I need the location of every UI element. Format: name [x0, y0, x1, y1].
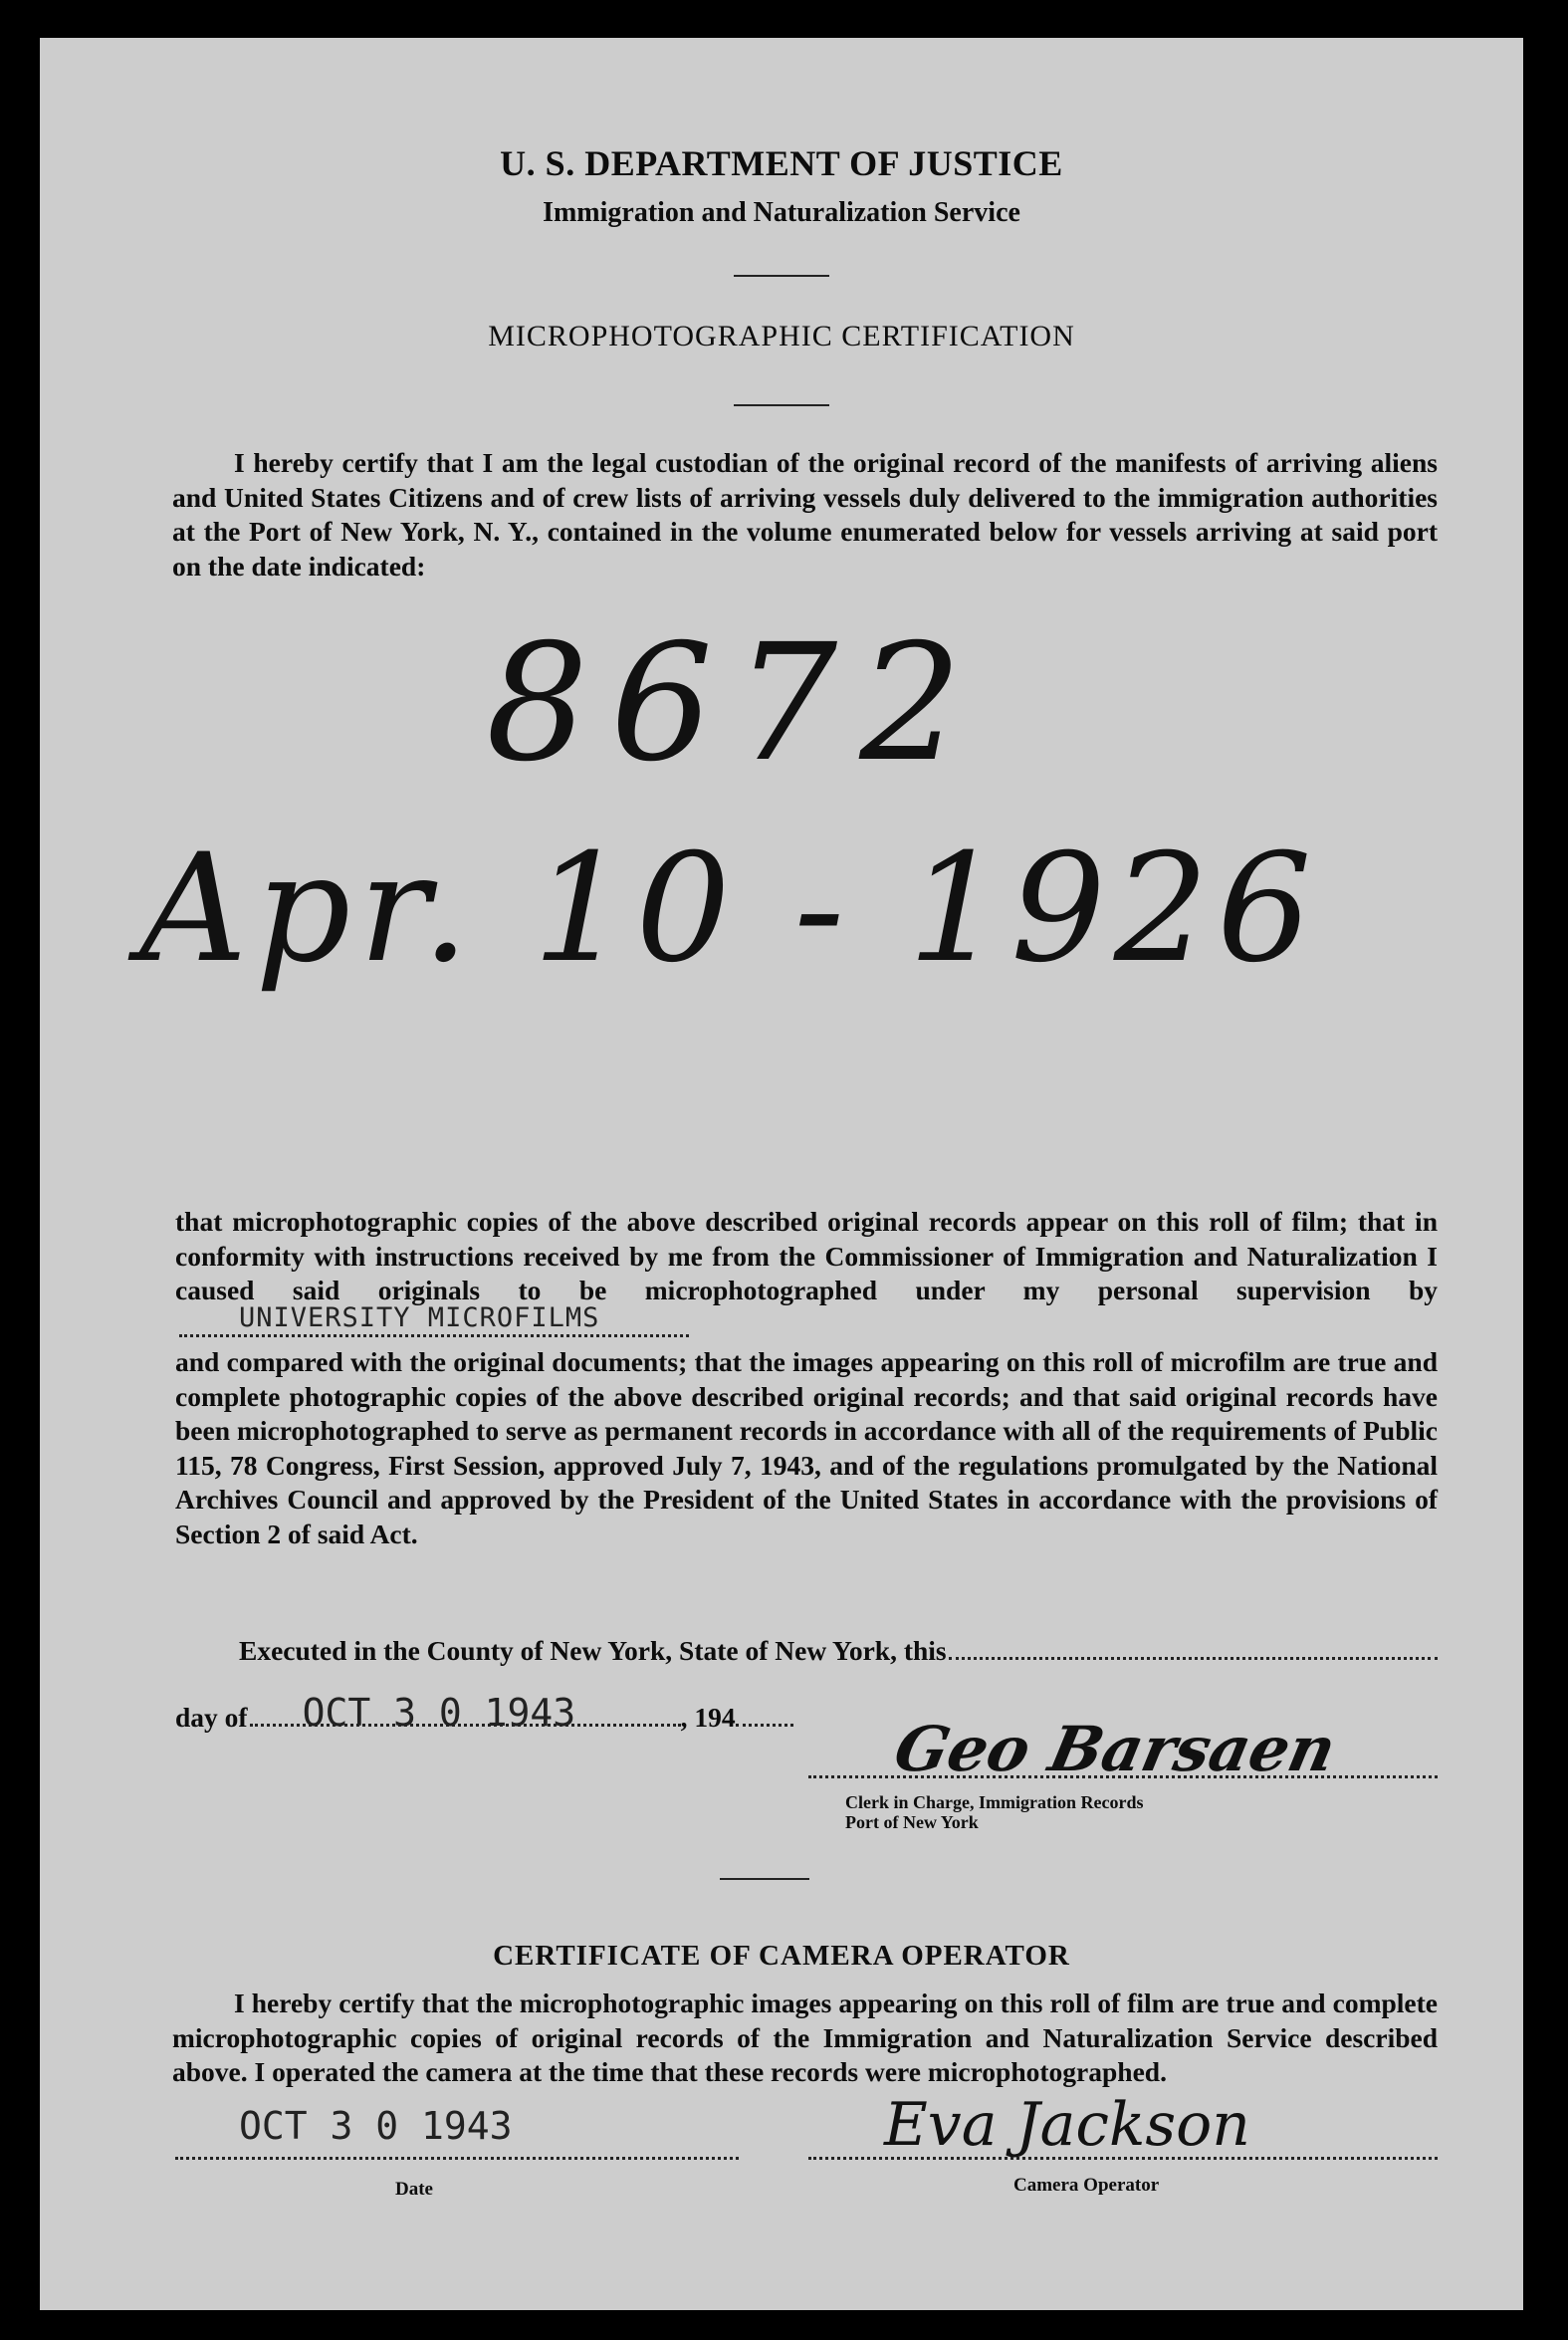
divider: [734, 404, 829, 406]
department-title: U. S. DEPARTMENT OF JUSTICE: [500, 143, 1063, 183]
body-text-b: and compared with the original documents; that the images appearing on this roll of microfilm are true and complete photographic copies of the above described original records; and that said original records have been microphotographed to serve as permanent records in accordance with all of the requirements of Public 115, 78 Congress, First Session, approved July 7, 1943, and of the regulations promulgated by the National Archives Council and approved by the President of the United States in accordance with the provisions of Section 2 of said Act.: [175, 1346, 1438, 1549]
supervisor-field: [179, 1302, 689, 1337]
day-of-field: [250, 1690, 681, 1735]
certification-intro: [172, 446, 1438, 584]
operator-signature: Eva Jackson: [884, 2090, 1250, 2160]
camera-certificate-text: [172, 1987, 1438, 2090]
supervisor-stamp: UNIVERSITY MICROFILMS: [239, 1302, 600, 1333]
certification-heading: MICROPHOTOGRAPHIC CERTIFICATION: [488, 320, 1075, 352]
clerk-signature: Geo Barsaen: [888, 1713, 1343, 1785]
executed-text: Executed in the County of New York, State of New York, this: [239, 1635, 947, 1666]
clerk-caption-line1: Clerk in Charge, Immigration Records: [845, 1792, 1144, 1812]
date-line: [175, 2157, 739, 2160]
clerk-caption: [845, 1792, 1143, 1832]
execution-date-stamp: OCT 3 0 1943: [302, 1690, 576, 1735]
executed-line: [239, 1634, 1438, 1669]
body-text-a: that microphotographic copies of the above described original records appear on this roll of film; that in conformity with instructions received by me from the Commissioner of Immigration and Naturalization I caused said originals to be microphotographed under my personal supervision by UNIVERSITY MICROFILMS: [175, 1205, 1438, 1345]
date-caption: Date: [395, 2179, 433, 2200]
clerk-signature-line: [808, 1775, 1438, 1778]
camera-text: I hereby certify that the microphotographic images appearing on this roll of film are true and complete microphotographic copies of original records of the Immigration and Naturalization Service described above. I operated the camera at the time that these records were microphotographed.: [172, 1988, 1438, 2087]
divider: [734, 275, 829, 277]
year-suffix: , 194: [680, 1702, 736, 1733]
certificate-page: [40, 38, 1523, 2310]
divider: [720, 1878, 809, 1880]
handwritten-volume-number: 8672: [486, 610, 985, 798]
camera-certificate-heading: CERTIFICATE OF CAMERA OPERATOR: [493, 1940, 1070, 1972]
service-subtitle: Immigration and Naturalization Service: [543, 197, 1020, 228]
day-of-label: day of: [175, 1702, 248, 1733]
clerk-caption-line2: Port of New York: [845, 1812, 979, 1832]
operator-signature-line: [808, 2157, 1438, 2160]
operator-caption: Camera Operator: [1013, 2175, 1160, 2196]
day-of-line: [175, 1690, 872, 1736]
year-blank: [736, 1702, 793, 1727]
intro-text: I hereby certify that I am the legal custodian of the original record of the manifests of arriving aliens and United States Citizens and of crew lists of arriving vessels duly delivered to the immigration authorities at the Port of New York, N. Y., contained in the volume enumerated below for vessels arriving at said port on the date indicated:: [172, 447, 1438, 582]
camera-date-stamp: OCT 3 0 1943: [239, 2104, 513, 2148]
certification-body: [175, 1205, 1438, 1551]
executed-blank: [949, 1635, 1438, 1660]
handwritten-arrival-date: Apr. 10 - 1926: [139, 822, 1320, 996]
